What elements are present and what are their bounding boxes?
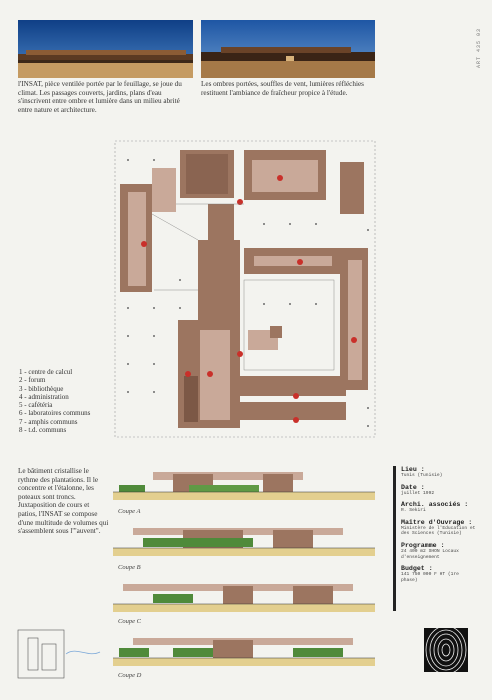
floor-plan [114, 140, 376, 438]
section-drawing-a [113, 468, 375, 509]
legend-item: 2 - forum [19, 376, 46, 385]
photo-caption-right: Les ombres portées, souffles de vent, lumières réfléchies restituent l'ambiance de fraîcheur propice à l'étude. [201, 80, 364, 97]
info-bar [393, 466, 396, 611]
info-architects [401, 501, 477, 514]
section-label-a: Coupe A [118, 508, 141, 515]
info-value: juillet 1992 [401, 490, 435, 496]
photo-building-day [18, 20, 193, 78]
section-label-c: Coupe C [118, 618, 141, 625]
fingerprint-seal-icon [424, 628, 468, 672]
legend-item: 3 - bibliothèque [19, 384, 64, 393]
section-label-b: Coupe B [118, 564, 141, 571]
section-drawing-d [113, 634, 375, 675]
photo-caption-left: l'INSAT, pièce ventilée portée par le feuillage, se joue du climat. Les passages couverts, jardins, plans d'eau s'inscrivent entre ombre et lumière dans un milieu abrité entre nature et architecture. [18, 80, 182, 114]
project-info [401, 466, 477, 588]
info-value: Tunis (Tunisie) [401, 473, 443, 478]
info-program [401, 542, 477, 560]
photo-building-dusk [201, 20, 375, 78]
legend-item: 1 - centre de calcul [19, 368, 73, 376]
plan-legend [19, 368, 90, 434]
legend-item: 5 - cafétéria [19, 401, 53, 410]
legend-item: 7 - amphis communs [19, 417, 78, 426]
info-value: R. Sekiri [401, 508, 426, 514]
section-drawing-c [113, 580, 375, 621]
info-value: Ministère de l'Education et des Sciences (Tunisie) [401, 525, 476, 537]
info-label: Budget : [401, 565, 433, 573]
info-label: Programme : [401, 541, 445, 549]
info-value: 24 400 m2 SHON Locaux d'enseignement [401, 548, 459, 560]
key-plan [14, 624, 104, 684]
info-date [401, 484, 477, 497]
info-label: Date : [401, 483, 425, 491]
info-client [401, 519, 477, 537]
legend-item: 4 - administration [19, 392, 69, 401]
section-label-d: Coupe D [118, 672, 142, 679]
info-location [401, 466, 477, 479]
section-drawing-b [113, 524, 375, 565]
info-label: Archi. associés : [401, 501, 469, 509]
legend-item: 6 - laboratoires communs [19, 409, 91, 418]
description-text: Le bâtiment cristallise le rythme des plantations. Il le concentre et l'étalonne, les poteaux sont troncs. Juxtaposition de cours et patios, l'INSAT se compose d'une multitude de volumes qui s'assemblent sous l'"auvent". [18, 467, 109, 536]
side-reference-code: ART 435 03 [476, 28, 482, 69]
info-budget [401, 565, 477, 583]
info-value: 141 750 000 F HT (1re phase) [401, 572, 459, 583]
info-label: Lieu : [401, 466, 425, 473]
legend-item: 8 - t.d. communs [19, 426, 67, 435]
info-label: Maître d'Ouvrage : [401, 518, 473, 526]
